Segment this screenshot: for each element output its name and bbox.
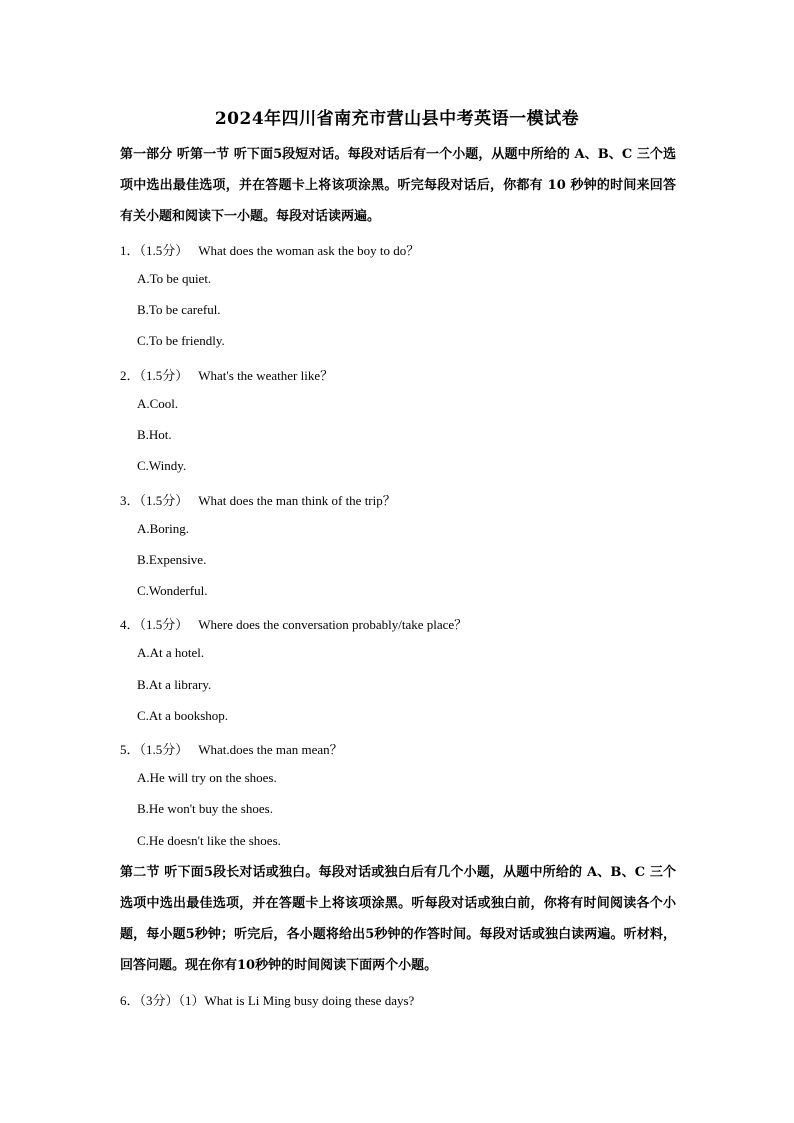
question-stem: What is Li Ming busy doing these days? (204, 993, 415, 1008)
question-4 (120, 614, 467, 633)
part2-instructions: 第二节 听下面5段长对话或独白。每段对话或独白后有几个小题，从题中所给的 A、B、C 三个选项中选出最佳选项，并在答题卡上将该项涂黑。听每段对话或独白前，你将有时间阅读各个小题，每小题5秒钟；听完后，各小题将给出5秒钟的作答时间。每段对话或独白读两遍。听材料，回答问题。现在你有10秒钟的时间阅读下面两个小题。 (120, 865, 676, 973)
option-b: B.At a library. (137, 677, 212, 692)
question-stem: What does the man think of the trip？ (198, 493, 396, 508)
question-2 (120, 365, 333, 384)
question-number: 3．（1.5分） (120, 493, 189, 508)
question-number: 4．（1.5分） (120, 617, 189, 632)
question-6 (120, 990, 414, 1009)
question-3 (120, 490, 396, 509)
option-a: A.At a hotel. (137, 645, 205, 660)
part1-instructions: 第一部分 听第一节 听下面5段短对话。每段对话后有一个小题，从题中所给的 A、B、C 三个选项中选出最佳选项，并在答题卡上将该项涂黑。听完每段对话后，你都有 10 秒钟的时间来回答有关小题和阅读下一小题。每段对话读两遍。 (120, 147, 676, 224)
option-b: B.To be careful. (137, 302, 221, 317)
question-5 (120, 739, 343, 758)
option-a: A.To be quiet. (137, 271, 212, 286)
option-c: C.Windy. (137, 458, 187, 473)
option-a: A.He will try on the shoes. (137, 770, 277, 785)
question-stem: Where does the conversation probably/take place？ (198, 617, 468, 632)
question-stem: What's the weather like？ (198, 368, 334, 383)
option-a: A.Boring. (137, 521, 189, 536)
option-b: B.He won't buy the shoes. (137, 801, 273, 816)
question-number: 5．（1.5分） (120, 742, 189, 757)
question-stem: What.does the man mean？ (198, 742, 343, 757)
option-c: C.At a bookshop. (137, 708, 228, 723)
option-a: A.Cool. (137, 396, 179, 411)
question-number: 6．（3分）（1） (120, 993, 205, 1008)
question-1 (120, 240, 419, 259)
page-title: 2024年四川省南充市营山县中考英语一模试卷 (214, 109, 580, 129)
option-c: C.He doesn't like the shoes. (137, 833, 281, 848)
option-b: B.Expensive. (137, 552, 207, 567)
option-c: C.To be friendly. (137, 333, 225, 348)
question-number: 2．（1.5分） (120, 368, 189, 383)
option-b: B.Hot. (137, 427, 172, 442)
question-stem: What does the woman ask the boy to do？ (198, 243, 420, 258)
option-c: C.Wonderful. (137, 583, 208, 598)
question-number: 1．（1.5分） (120, 243, 189, 258)
